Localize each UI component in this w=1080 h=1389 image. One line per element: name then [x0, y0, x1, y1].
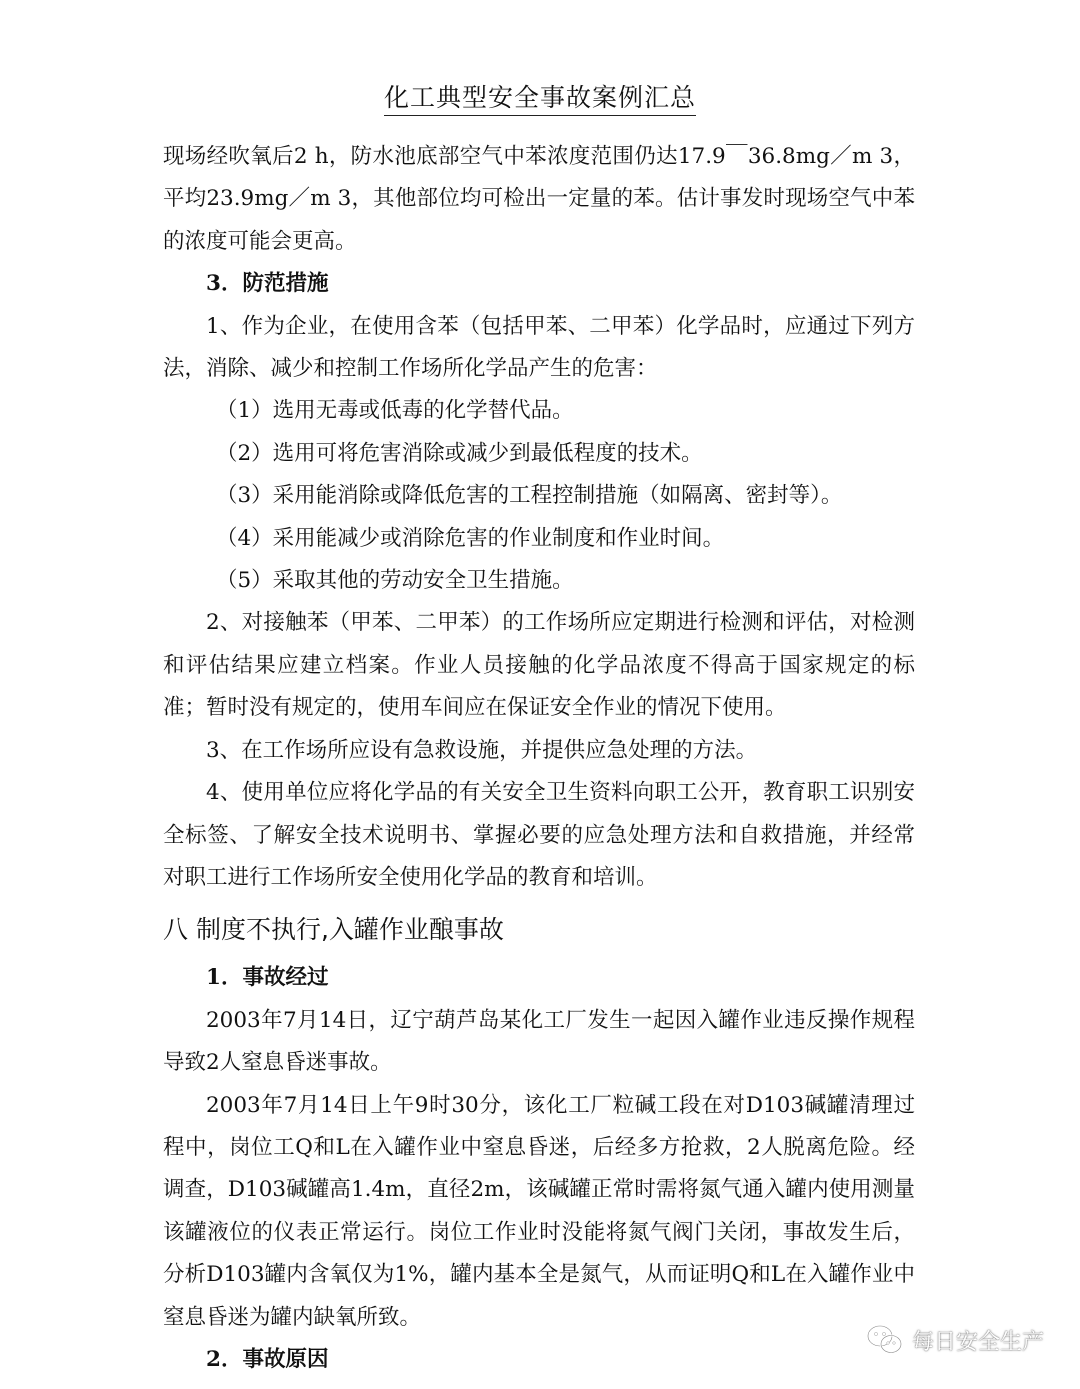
wechat-icon [866, 1324, 904, 1356]
page-header [0, 78, 1080, 114]
measure-1: 1、作为企业，在使用含苯（包括甲苯、二甲苯）化学品时，应通过下列方法，消除、减少和控制工作场所化学品产生的危害： [163, 313, 915, 382]
measure-1-item: （5）采取其他的劳动安全卫生措施。 [216, 568, 574, 594]
subheading-preventive-measures: 3．防范措施 [206, 271, 329, 297]
section-heading-8: 八 制度不执行,入罐作业酿事故 [163, 915, 504, 945]
page-title: 化工典型安全事故案例汇总 [384, 83, 696, 116]
watermark-text: 每日安全生产 [911, 1329, 1044, 1355]
measure-4: 4、使用单位应将化学品的有关安全卫生资料向职工公开，教育职工识别安全标签、了解安全技术说明书、掌握必要的应急处理方法和自救措施，并经常对职工进行工作场所安全使用化学品的教育和培训。 [163, 780, 915, 890]
subheading-accident-process: 1．事故经过 [206, 965, 329, 991]
measure-1-item: （4）采用能减少或消除危害的作业制度和作业时间。 [216, 525, 725, 551]
subheading-accident-cause: 2．事故原因 [206, 1346, 329, 1372]
paragraph-benzene-concentration: 现场经吹氧后2 h，防水池底部空气中苯浓度范围仍达17.9￣36.8mg／m 3，平均23.9mg／m 3，其他部位均可检出一定量的苯。估计事发时现场空气中苯的浓度可能会更高。 [163, 144, 915, 254]
measure-1-item: （3）采用能消除或降低危害的工程控制措施（如隔离、密封等）。 [216, 483, 843, 509]
accident-detail: 2003年7月14日上午9时30分，该化工厂粒碱工段在对D103碱罐清理过程中，岗位工Q和L在入罐作业中窒息昏迷，后经多方抢救，2人脱离危险。经调查，D103碱罐高1.4m，直径2m，该碱罐正常时需将氮气通入罐内使用测量该罐液位的仪表正常运行。岗位工作业时没能将氮气阀门关闭，事故发生后，分析D103罐内含氧仅为1%，罐内基本全是氮气，从而证明Q和L在入罐作业中窒息昏迷为罐内缺氧所致。 [163, 1092, 915, 1330]
measure-1-item: （1）选用无毒或低毒的化学替代品。 [216, 398, 574, 424]
document-body [163, 136, 915, 1381]
measure-1-item: （2）选用可将危害消除或减少到最低程度的技术。 [216, 440, 703, 466]
measure-2: 2、对接触苯（甲苯、二甲苯）的工作场所应定期进行检测和评估，对检测和评估结果应建立档案。作业人员接触的化学品浓度不得高于国家规定的标准；暂时没有规定的，使用车间应在保证安全作业的情况下使用。 [163, 610, 915, 721]
measure-3: 3、在工作场所应设有急救设施，并提供应急处理的方法。 [206, 737, 758, 763]
accident-summary: 2003年7月14日，辽宁葫芦岛某化工厂发生一起因入罐作业违反操作规程导致2人窒息昏迷事故。 [163, 1007, 915, 1076]
watermark [866, 1324, 1044, 1356]
